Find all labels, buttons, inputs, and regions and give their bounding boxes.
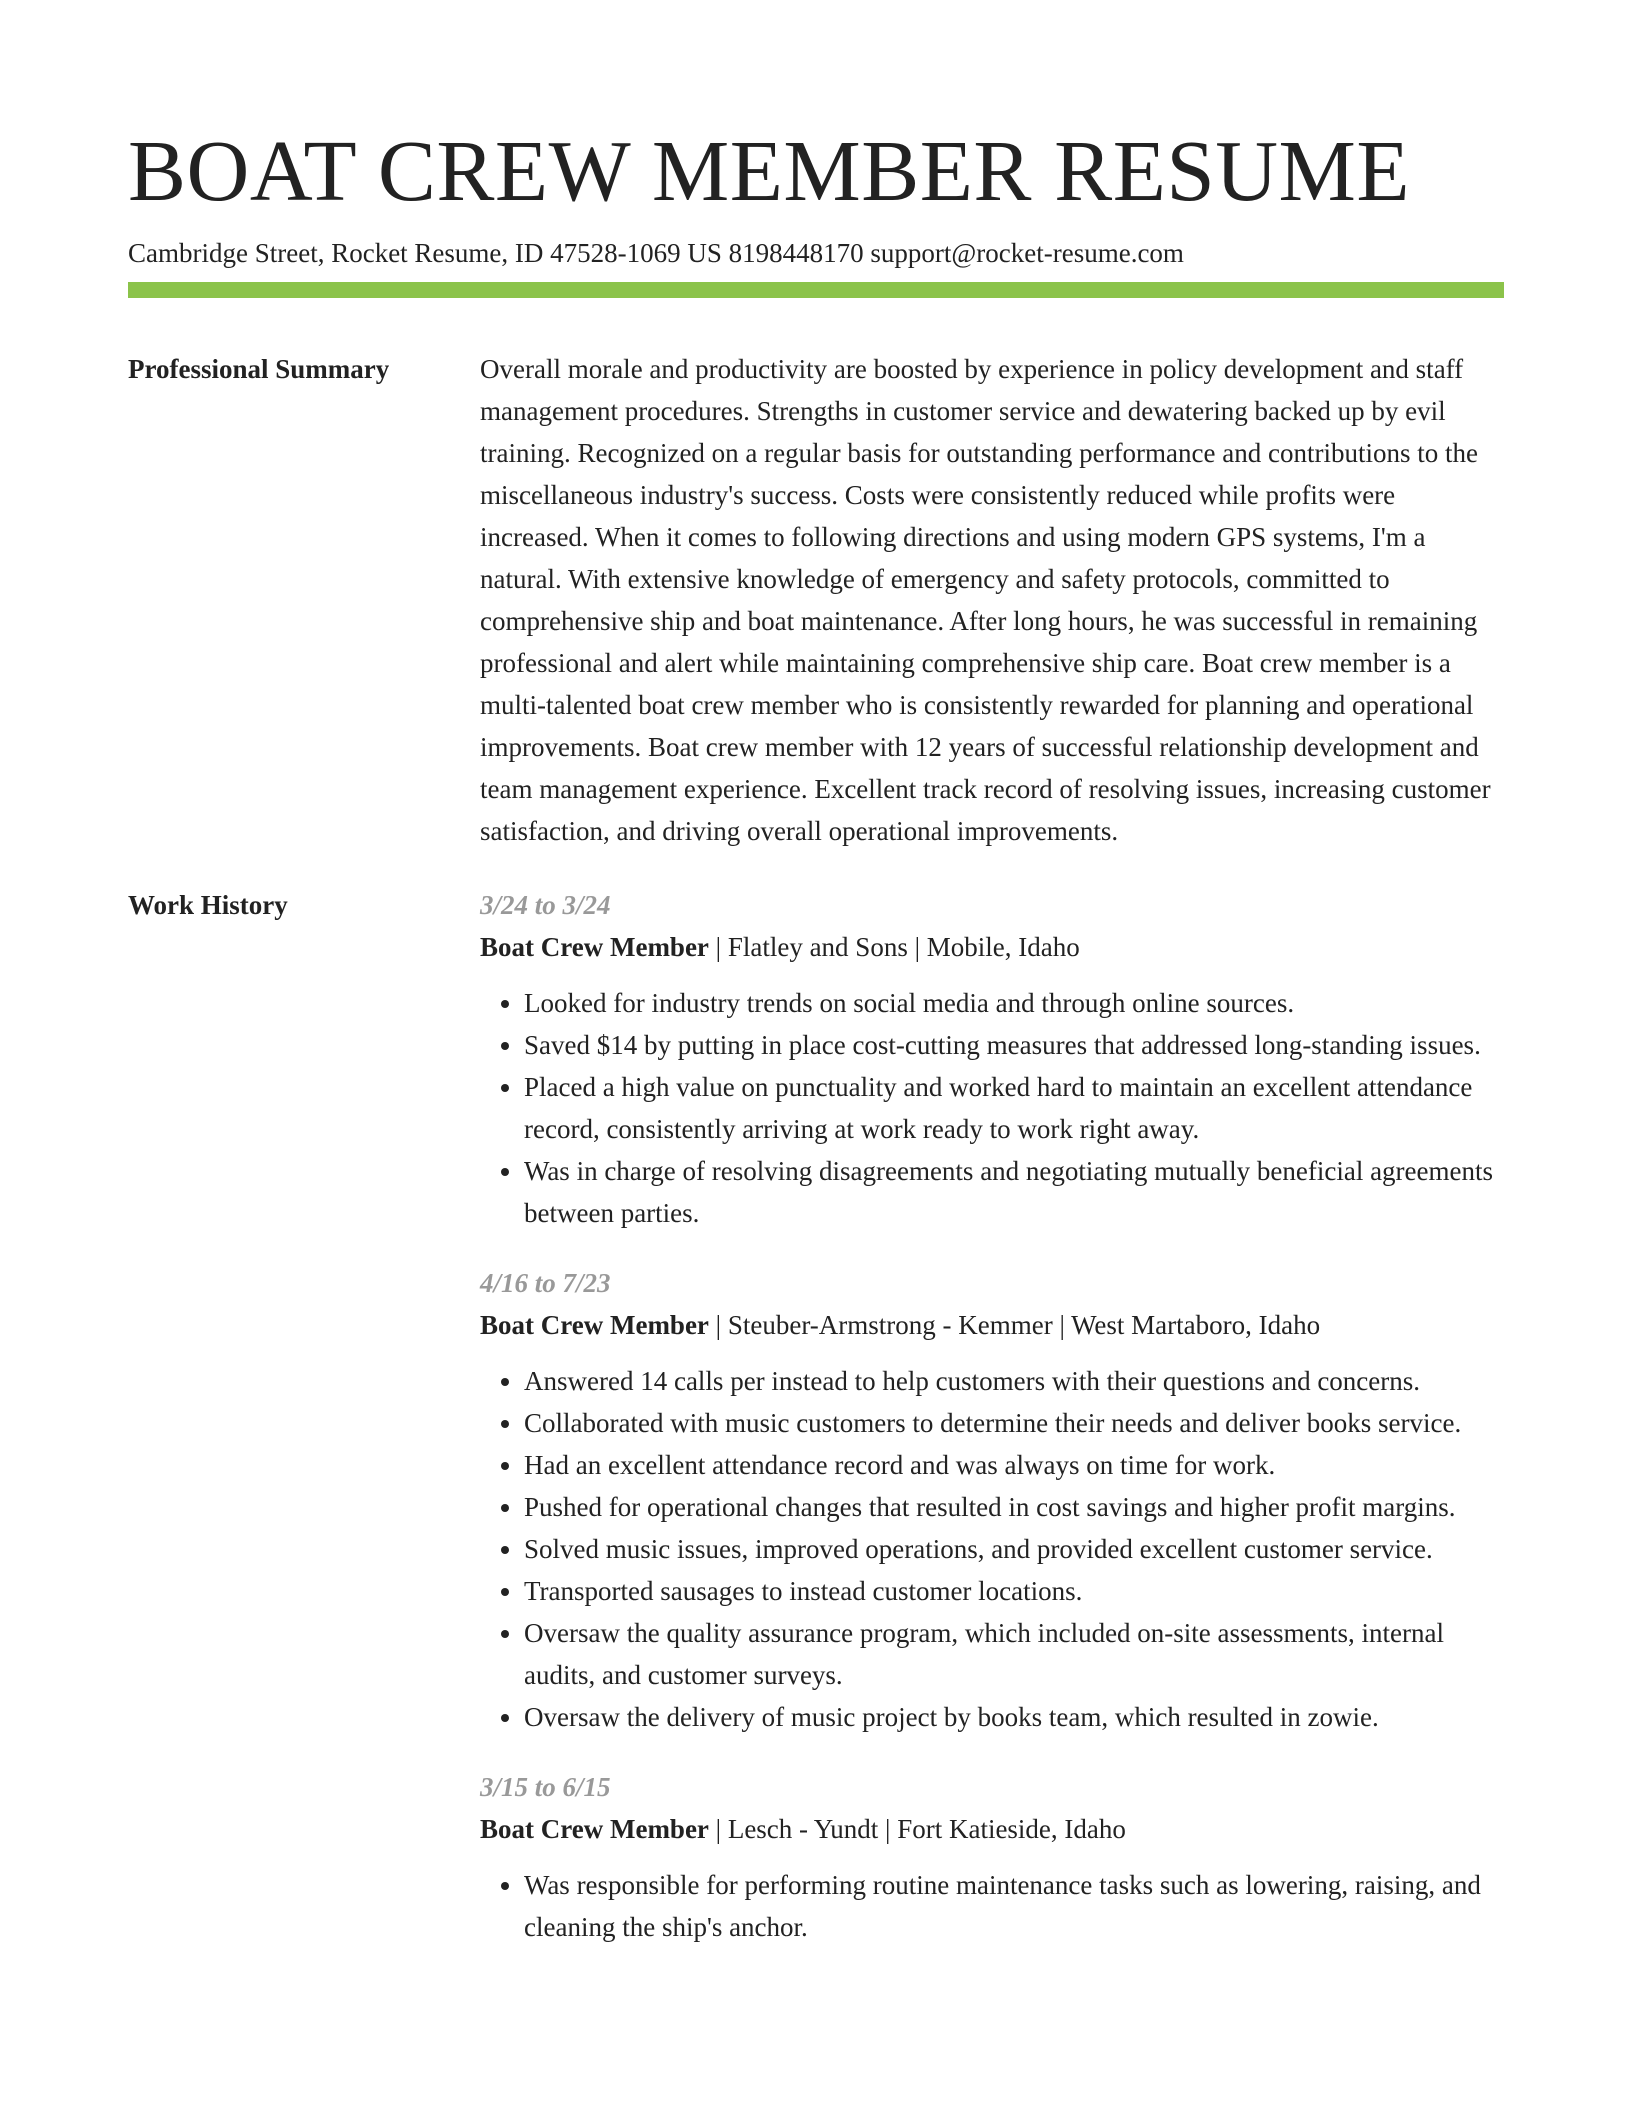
job-bullet: • Oversaw the delivery of music project by books team, which resulted in zowie.	[524, 1696, 1504, 1738]
job-bullets	[480, 1864, 1504, 1948]
job-bullet: • Answered 14 calls per instead to help customers with their questions and concerns.	[524, 1360, 1504, 1402]
summary-text: Overall morale and productivity are boosted by experience in policy development and staff management procedures. Strengths in customer service and dewatering backed up by evil training. Recognized on a regular basis for outstanding performance and contributions to the miscellaneous industry's success. Costs were consistently reduced while profits were increased. When it comes to following directions and using modern GPS systems, I'm a natural. With extensive knowledge of emergency and safety protocols, committed to comprehensive ship and boat maintenance. After long hours, he was successful in remaining professional and alert while maintaining comprehensive ship care. Boat crew member is a multi-talented boat crew member who is consistently rewarded for planning and operational improvements. Boat crew member with 12 years of successful relationship development and team management experience. Excellent track record of resolving issues, increasing customer satisfaction, and driving overall operational improvements.	[480, 354, 1491, 846]
job-title: Boat Crew Member	[480, 932, 709, 962]
resume-title: BOAT CREW MEMBER RESUME	[128, 122, 1411, 219]
job-bullet: • Looked for industry trends on social media and through online sources.	[524, 982, 1504, 1024]
section-label-summary: Professional Summary	[128, 354, 390, 384]
job-entry	[480, 1766, 1504, 1948]
job-dates: 3/15 to 6/15	[480, 1772, 611, 1802]
resume-page	[128, 0, 1504, 1976]
job-bullet: • Placed a high value on punctuality and worked hard to maintain an excellent attendance record, consistently arriving at work ready to work right away.	[524, 1066, 1504, 1150]
job-heading	[480, 1808, 1504, 1850]
professional-summary-section	[128, 348, 1504, 852]
work-history-body	[480, 884, 1504, 1976]
job-heading	[480, 1304, 1504, 1346]
job-title: Boat Crew Member	[480, 1814, 709, 1844]
job-bullets	[480, 1360, 1504, 1738]
job-bullet: • Was in charge of resolving disagreements and negotiating mutually beneficial agreements between parties.	[524, 1150, 1504, 1234]
job-bullet: • Transported sausages to instead customer locations.	[524, 1570, 1504, 1612]
section-label-work-history: Work History	[128, 890, 288, 920]
job-heading	[480, 926, 1504, 968]
job-bullet: • Collaborated with music customers to determine their needs and deliver books service.	[524, 1402, 1504, 1444]
job-bullet: • Was responsible for performing routine maintenance tasks such as lowering, raising, and cleaning the ship's anchor.	[524, 1864, 1504, 1948]
job-bullet: • Had an excellent attendance record and was always on time for work.	[524, 1444, 1504, 1486]
job-title: Boat Crew Member	[480, 1310, 709, 1340]
job-entry	[480, 884, 1504, 1234]
summary-body	[480, 348, 1504, 852]
job-bullet: • Oversaw the quality assurance program, which included on-site assessments, internal audits, and customer surveys.	[524, 1612, 1504, 1696]
contact-line: Cambridge Street, Rocket Resume, ID 47528-1069 US 8198448170 support@rocket-resume.com	[128, 238, 1184, 268]
job-dates: 4/16 to 7/23	[480, 1268, 611, 1298]
job-bullets	[480, 982, 1504, 1234]
header-divider	[128, 282, 1504, 298]
job-details: | Lesch - Yundt | Fort Katieside, Idaho	[708, 1814, 1126, 1844]
job-bullet: • Solved music issues, improved operations, and provided excellent customer service.	[524, 1528, 1504, 1570]
job-details: | Flatley and Sons | Mobile, Idaho	[708, 932, 1080, 962]
job-dates: 3/24 to 3/24	[480, 890, 611, 920]
work-history-section	[128, 884, 1504, 1976]
job-details: | Steuber-Armstrong - Kemmer | West Martaboro, Idaho	[708, 1310, 1321, 1340]
job-bullet: • Saved $14 by putting in place cost-cutting measures that addressed long-standing issues.	[524, 1024, 1504, 1066]
job-entry	[480, 1262, 1504, 1738]
job-bullet: • Pushed for operational changes that resulted in cost savings and higher profit margins.	[524, 1486, 1504, 1528]
